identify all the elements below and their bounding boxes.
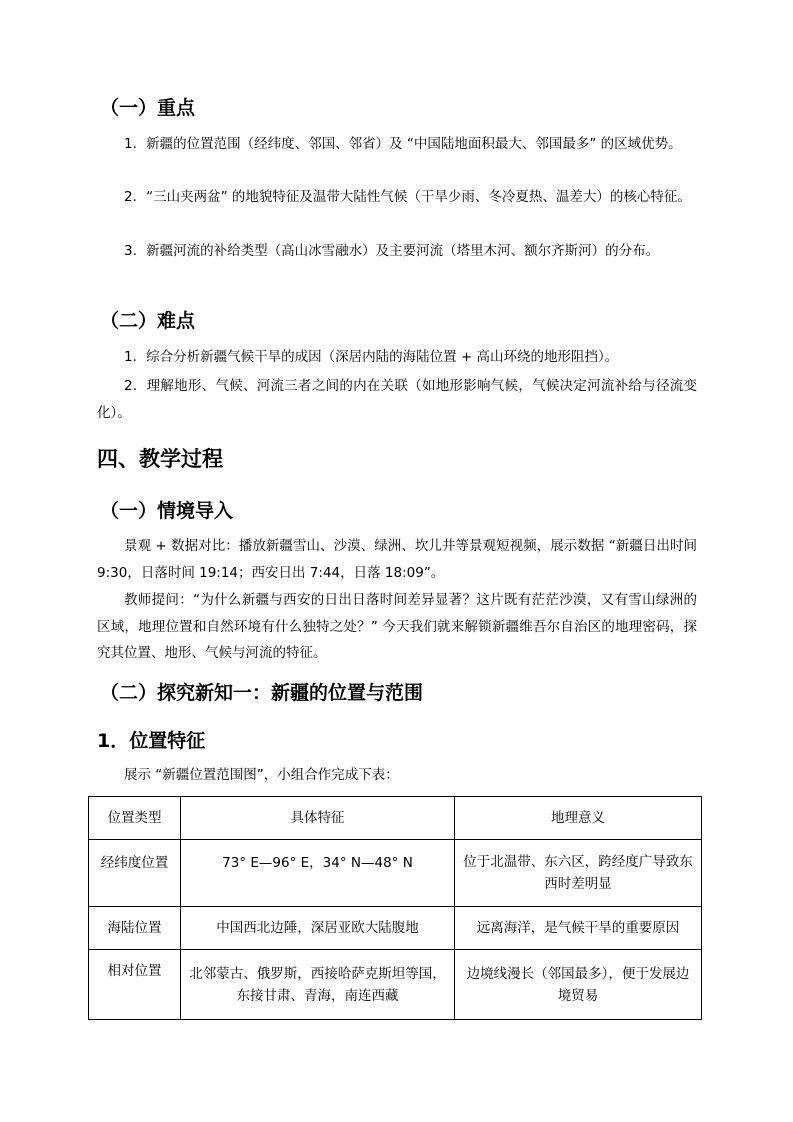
key-point-item: 1．新疆的位置范围（经纬度、邻国、邻省）及 “中国陆地面积最大、邻国最多” 的区域优势。	[124, 136, 682, 152]
key-point-item: 2．“三山夹两盆” 的地貌特征及温带大陆性气候（干旱少雨、冬冷夏热、温差大）的核心特征。	[124, 189, 691, 205]
table-cell-feature: 北邻蒙古、俄罗斯，西接哈萨克斯坦等国，东接甘肃、青海，南连西藏	[181, 950, 455, 1020]
table-row	[89, 907, 702, 950]
key-point-item: 3．新疆河流的补给类型（高山冰雪融水）及主要河流（塔里木河、额尔齐斯河）的分布。	[124, 243, 660, 259]
table-header-cell: 地理意义	[455, 797, 702, 840]
intro-paragraph: 教师提问：“为什么新疆与西安的日出日落时间差异显著？这片既有茫茫沙漠，又有雪山绿洲的区域，地理位置和自然环境有什么独特之处？” 今天我们就来解锁新疆维吾尔自治区的地理密码，探究其位置、地形、气候与河流的特征。	[97, 592, 697, 661]
difficult-point-item: 1．综合分析新疆气候干旱的成因（深居内陆的海陆位置 + 高山环绕的地形阻挡）。	[124, 349, 619, 365]
table-cell-meaning: 边境线漫长（邻国最多），便于发展边境贸易	[455, 950, 702, 1020]
table-header-row	[89, 797, 702, 840]
difficult-points-heading: （二）难点	[100, 310, 196, 332]
table-cell-meaning: 远离海洋，是气候干旱的重要原因	[455, 907, 702, 950]
key-points-heading: （一）重点	[100, 97, 196, 119]
explore-heading: （二）探究新知一：新疆的位置与范围	[100, 682, 424, 704]
table-cell-meaning: 位于北温带、东六区，跨经度广导致东西时差明显	[455, 840, 702, 907]
table-header-cell: 位置类型	[89, 797, 181, 840]
position-table	[88, 796, 702, 1020]
teaching-process-heading: 四、教学过程	[97, 447, 223, 471]
intro-heading: （一）情境导入	[100, 500, 234, 522]
intro-paragraph: 景观 + 数据对比：播放新疆雪山、沙漠、绿洲、坎儿井等景观短视频，展示数据 “新疆日出时间 9:30，日落时间 19:14；西安日出 7:44，日落 18:09”。	[97, 538, 697, 581]
table-instruction: 展示 “新疆位置范围图”，小组合作完成下表：	[124, 767, 399, 783]
table-header-cell: 具体特征	[181, 797, 455, 840]
table-row	[89, 840, 702, 907]
table-cell-type: 海陆位置	[89, 907, 181, 950]
table-cell-feature: 73° E—96° E，34° N—48° N	[181, 840, 455, 907]
table-cell-type: 相对位置	[89, 950, 181, 1020]
difficult-point-item: 2．理解地形、气候、河流三者之间的内在关联（如地形影响气候，气候决定河流补给与径流变化）。	[97, 378, 697, 421]
table-cell-feature: 中国西北边陲，深居亚欧大陆腹地	[181, 907, 455, 950]
table-row	[89, 950, 702, 1020]
position-feature-heading: 1．位置特征	[97, 730, 206, 752]
table-cell-type: 经纬度位置	[89, 840, 181, 907]
